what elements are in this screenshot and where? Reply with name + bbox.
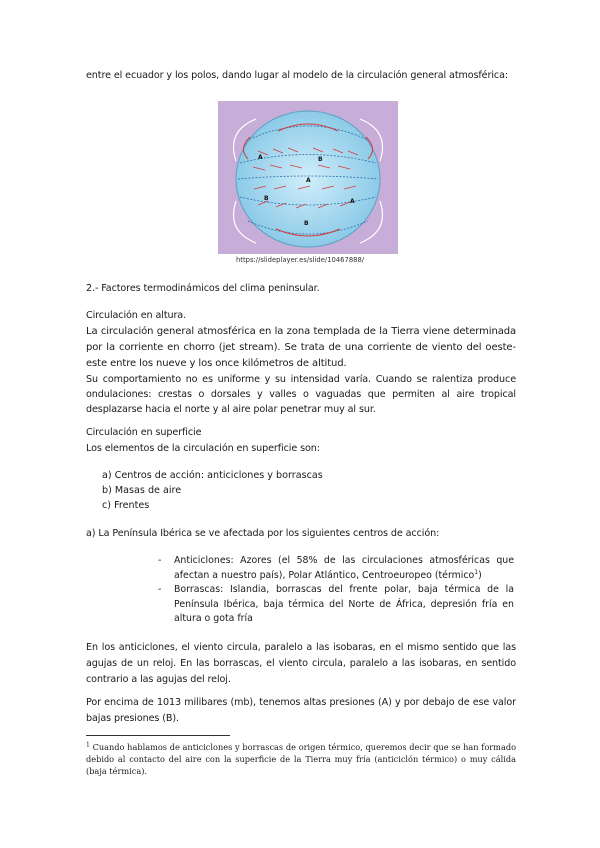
footnote-text: Cuando hablamos de anticiclones y borrascas de origen térmico, queremos decir que se han formado debido al contacto del aire con la superficie de la Tierra muy fría (anticiclón térmico) o muy cálida (baja térmica). bbox=[86, 742, 517, 776]
footnote-mark: 1 bbox=[86, 741, 90, 749]
altura-paragraph-2: Su comportamiento no es uniforme y su intensidad varía. Cuando se ralentiza produce ondulaciones: crestas o dorsales y valles o vaguadas que permiten al aire tropical desplazarse hacia el norte y al aire polar penetrar muy al sur. bbox=[86, 374, 516, 415]
bullet-item: - Anticiclones: Azores (el 58% de las circulaciones atmosféricas que afectan a nuestro país), Polar Atlántico, Centroeuropeo (térmico$^1$) bbox=[158, 554, 514, 583]
altura-paragraph-1: La circulación general atmosférica en la zona templada de la Tierra viene determinada por la corriente en chorro (jet stream). Se trata de una corriente de viento del oeste-este entre los nueve y los once kilómetros de altitud. bbox=[86, 326, 516, 369]
intro-text: entre el ecuador y los polos, dando lugar al modelo de la circulación general atmosférica: bbox=[86, 70, 508, 81]
bullet-dash: - bbox=[158, 584, 162, 595]
low-pressure-label: B bbox=[318, 156, 323, 163]
elements-list bbox=[102, 468, 323, 513]
bullet-text: Borrascas: Islandia, borrascas del frente polar, baja térmica de la Península Ibérica, baja térmica del Norte de África, depresión fría en altura o gota fría bbox=[174, 584, 514, 624]
high-pressure-label: A bbox=[350, 198, 355, 205]
globe-diagram bbox=[218, 101, 398, 254]
low-pressure-label: B bbox=[304, 220, 309, 227]
bullet-item bbox=[158, 583, 514, 627]
superficie-section bbox=[86, 425, 516, 457]
bullet-dash: - bbox=[158, 555, 162, 566]
isobaras-paragraph: En los anticiclones, el viento circula, paralelo a las isobaras, en el mismo sentido que las agujas de un reloj. En las borrascas, el viento circula, paralelo a las isobaras, en sentido contrario a las agujas del reloj. bbox=[86, 642, 516, 685]
high-pressure-label: A bbox=[306, 177, 311, 184]
centros-intro: a) La Península Ibérica se ve afectada por los siguientes centros de acción: bbox=[86, 528, 440, 539]
low-pressure-label: B bbox=[264, 195, 269, 202]
section-heading: 2.- Factores termodinámicos del clima peninsular. bbox=[86, 283, 320, 294]
list-item: a) Centros de acción: anticiclones y borrascas bbox=[102, 470, 323, 481]
altura-heading: Circulación en altura. bbox=[86, 310, 187, 321]
superficie-heading: Circulación en superficie bbox=[86, 427, 202, 438]
centros-bullets bbox=[158, 554, 514, 627]
presion-paragraph: Por encima de 1013 milibares (mb), tenemos altas presiones (A) y por debajo de ese valor bajas presiones (B). bbox=[86, 697, 516, 724]
atmospheric-circulation-figure bbox=[218, 101, 398, 254]
footnote-divider bbox=[86, 735, 230, 736]
figure-caption: https://slideplayer.es/slide/10467888/ bbox=[236, 256, 365, 264]
footnote-ref[interactable]: 1 bbox=[474, 568, 479, 576]
high-pressure-label: A bbox=[258, 154, 263, 161]
altura-section bbox=[86, 308, 516, 417]
list-item: c) Frentes bbox=[102, 500, 150, 511]
superficie-intro: Los elementos de la circulación en superficie son: bbox=[86, 443, 320, 454]
list-item: b) Masas de aire bbox=[102, 485, 182, 496]
intro-paragraph bbox=[86, 68, 516, 84]
bullet-text: Anticiclones: Azores (el 58% de las circulaciones atmosféricas que afectan a nuestro país), Polar Atlántico, Centroeuropeo (térmico bbox=[174, 555, 514, 581]
footnote bbox=[86, 741, 516, 777]
